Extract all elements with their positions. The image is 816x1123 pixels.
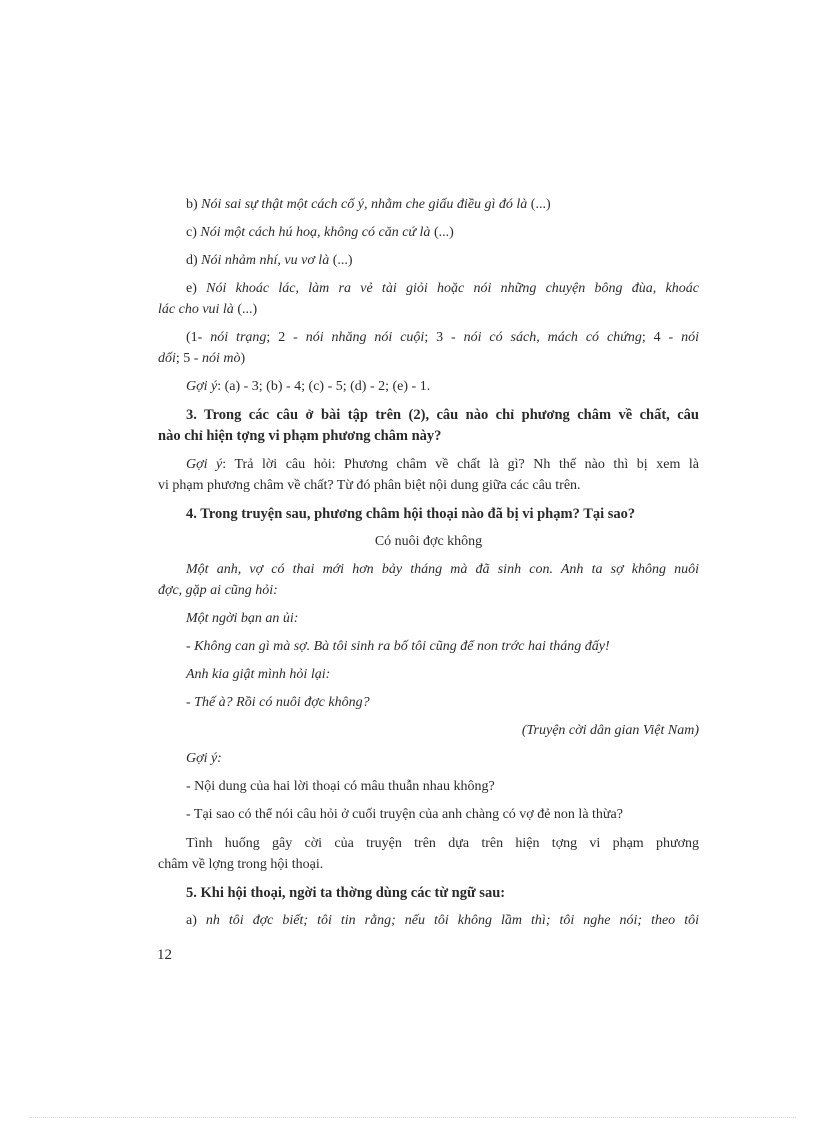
hint-exercise-2: Gợi ý: (a) - 3; (b) - 4; (c) - 5; (d) - 2; (e) - 1. [186, 379, 431, 394]
story-line-5: Anh kia giật mình hỏi lại: [186, 667, 331, 682]
exercise-item-c: c) Nói một cách hú hoạ, không có căn cứ là (...) [186, 225, 454, 240]
question-3-heading-cont: nào chỉ hiện tợng vi phạm phương châm này? [158, 428, 442, 444]
story-line-4: - Không can gì mà sợ. Bà tôi sinh ra bố tôi cũng để non trớc hai tháng đấy! [186, 639, 610, 654]
explanation-line-1: Tình huống gây cời của truyện trên dựa trên hiện tợng vi phạm phương [186, 836, 699, 851]
footer-divider [30, 1117, 796, 1118]
question-5-heading: 5. Khi hội thoại, ngời ta thờng dùng các từ ngữ sau: [186, 885, 506, 901]
exercise-item-e: e) Nói khoác lác, làm ra vẻ tài giỏi hoặc nói những chuyện bông đùa, khoác [186, 281, 699, 296]
story-line-6: - Thế à? Rồi có nuôi đợc không? [186, 695, 370, 710]
hint-question-4: Gợi ý: [186, 751, 222, 766]
hint-4-item-2: - Tại sao có thể nói câu hỏi ở cuối truyện của anh chàng có vợ đẻ non là thừa? [186, 807, 623, 822]
story-line-2: đợc, gặp ai cũng hỏi: [158, 583, 278, 598]
page-number: 12 [157, 947, 172, 963]
exercise-item-b: b) Nói sai sự thật một cách cố ý, nhằm che giấu điều gì đó là (...) [186, 197, 551, 212]
story-source: (Truyện cời dân gian Việt Nam) [521, 723, 699, 738]
story-line-3: Một ngời bạn an ủi: [186, 611, 299, 626]
question-5-item-a: a) nh tôi đợc biết; tôi tin rằng; nếu tôi không lầm thì; tôi nghe nói; theo tôi [186, 913, 699, 928]
exercise-item-d: d) Nói nhảm nhí, vu vơ là (...) [186, 253, 353, 268]
explanation-line-2: châm về lợng trong hội thoại. [158, 857, 324, 872]
answer-options: (1- nói trạng; 2 - nói nhăng nói cuội; 3 - nói có sách, mách có chứng; 4 - nói [186, 330, 700, 345]
question-4-heading: 4. Trong truyện sau, phương châm hội thoại nào đã bị vi phạm? Tại sao? [186, 506, 636, 522]
exercise-item-e-cont: lác cho vui là (...) [158, 302, 258, 317]
question-3-heading: 3. Trong các câu ở bài tập trên (2), câu nào chỉ phương châm về chất, câu [186, 407, 699, 423]
hint-question-3-cont: vi phạm phương châm về chất? Từ đó phân biệt nội dung giữa các câu trên. [158, 478, 581, 493]
story-title: Có nuôi đợc không [374, 534, 483, 549]
story-line-1: Một anh, vợ có thai mới hơn bảy tháng mà đã sinh con. Anh ta sợ không nuôi [186, 562, 699, 577]
hint-question-3: Gợi ý: Trả lời câu hỏi: Phương châm về chất là gì? Nh thế nào thì bị xem là [186, 457, 700, 472]
answer-options-cont: dối; 5 - nói mò) [158, 351, 246, 366]
hint-4-item-1: - Nội dung của hai lời thoại có mâu thuẫn nhau không? [186, 779, 495, 794]
